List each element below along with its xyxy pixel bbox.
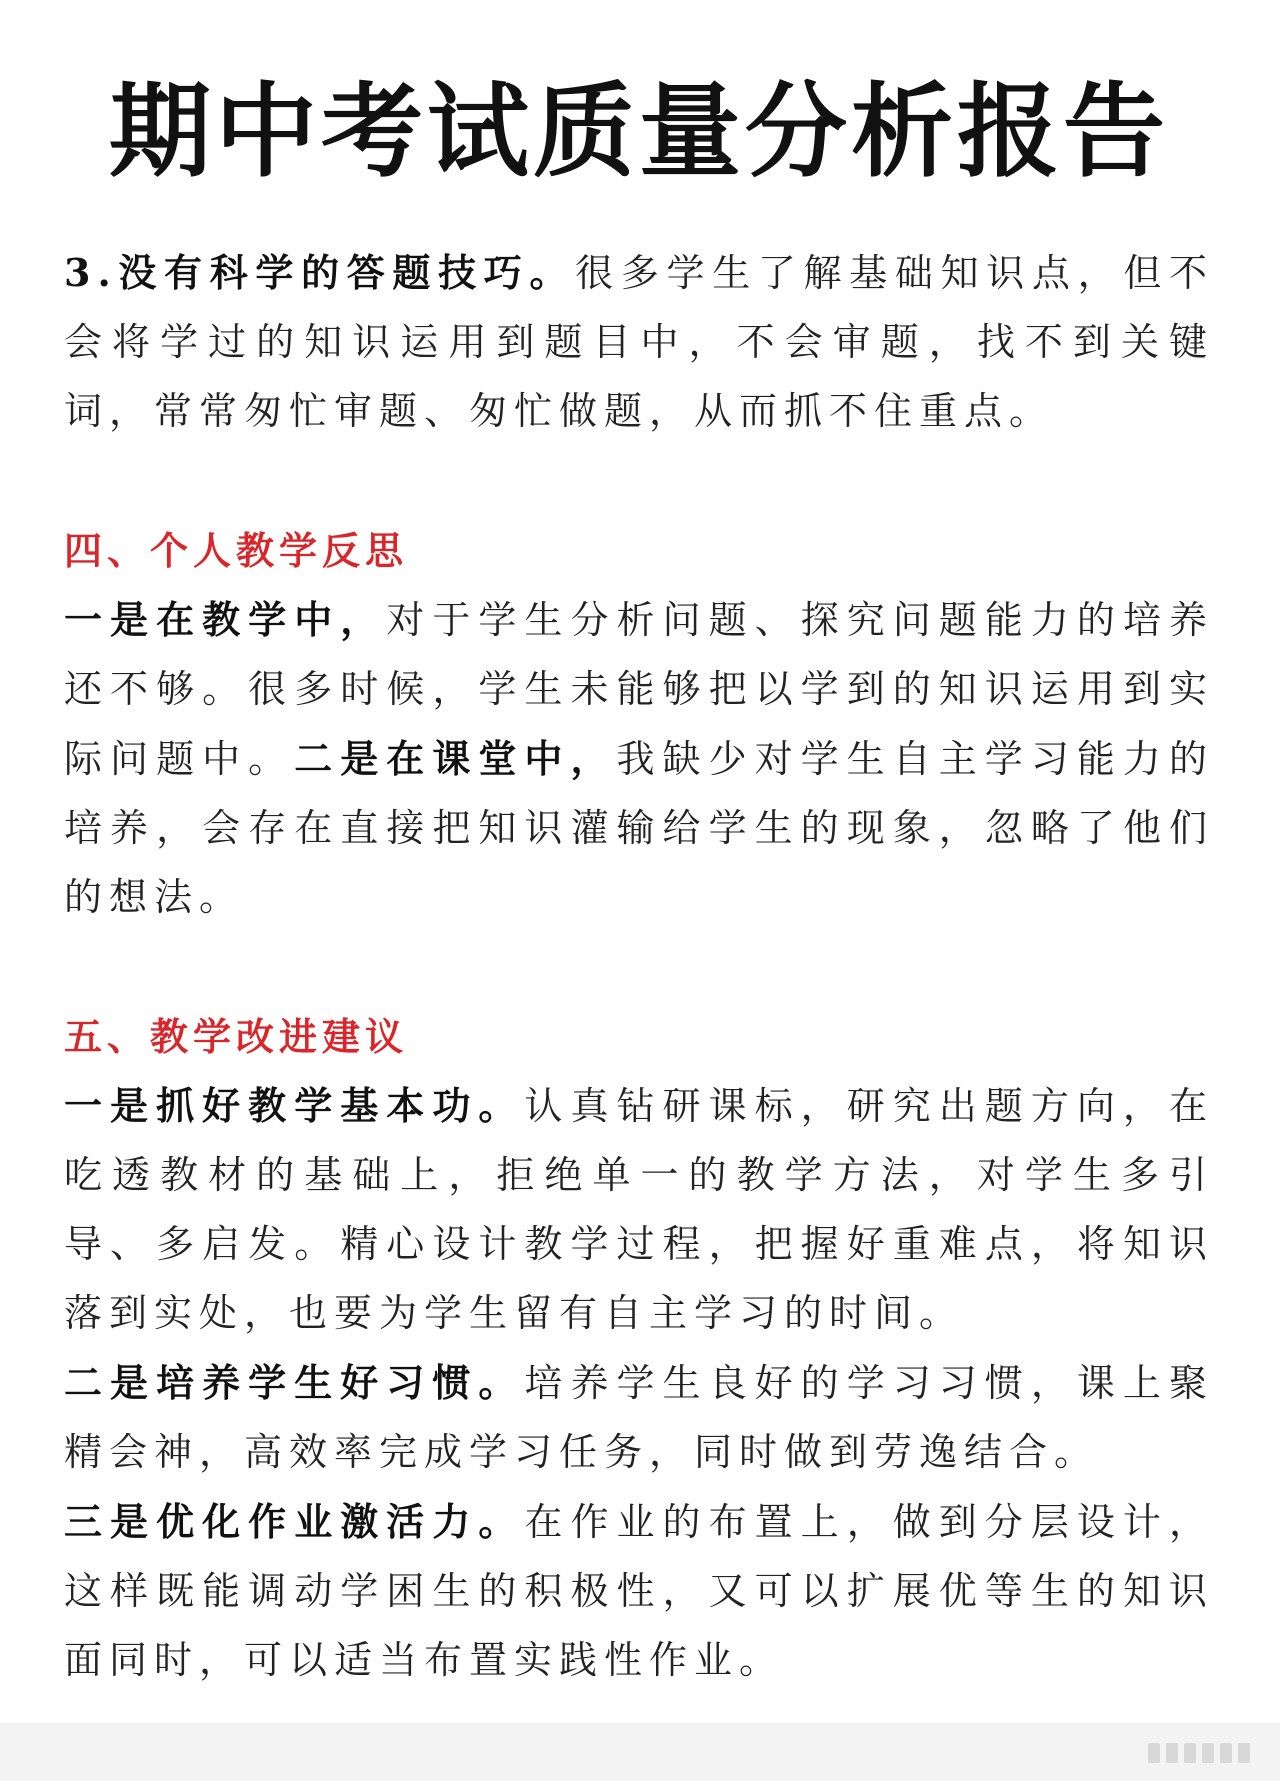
suggestion-item-3: [64, 1487, 1214, 1695]
section5-heading: 五、教学改进建议: [64, 1014, 409, 1059]
suggestion-2-text: 培养学生良好的学习习惯，课上聚精会神，高效率完成学习任务，同时做到劳逸结合。: [64, 1361, 1214, 1474]
section4-lead1: 一是在教学中，: [64, 597, 387, 642]
section4-text1: 对于学生分析问题、探究问题能力的培养还不够。很多时候，学生未能够把以学到的知识运用到实际问题中。: [64, 598, 1214, 781]
section4-text2: 我缺少对学生自主学习能力的培养，会存在直接把知识灌输给学生的现象，忽略了他们的想法。: [64, 737, 1214, 919]
section4-heading: 四、个人教学反思: [64, 528, 409, 573]
suggestion-3-lead: 三是优化作业激活力。: [64, 1499, 525, 1544]
suggestion-item-2: [64, 1348, 1214, 1487]
section4-paragraph: [64, 585, 1214, 932]
section3-lead: 3.没有科学的答题技巧。: [64, 250, 576, 295]
section4-lead2: 二是在课堂中，: [294, 736, 617, 781]
section3-paragraph: [64, 238, 1214, 446]
suggestion-3-text: 在作业的布置上，做到分层设计，这样既能调动学困生的积极性，又可以扩展优等生的知识面同时，可以适当布置实践性作业。: [64, 1500, 1214, 1682]
footer-marks-icon: [1148, 1743, 1250, 1763]
section3-text: 很多学生了解基础知识点，但不会将学过的知识运用到题目中，不会审题，找不到关键词，常常匆忙审题、匆忙做题，从而抓不住重点。: [64, 251, 1214, 433]
page-title: 期中考试质量分析报告: [109, 73, 1169, 192]
footer-bar: [0, 1723, 1280, 1781]
suggestion-1-text: 认真钻研课标，研究出题方向，在吃透教材的基础上，拒绝单一的教学方法，对学生多引导、多启发。精心设计教学过程，把握好重难点，将知识落到实处，也要为学生留有自主学习的时间。: [64, 1084, 1214, 1335]
suggestion-item-1: [64, 1071, 1214, 1348]
suggestion-2-lead: 二是培养学生好习惯。: [64, 1360, 525, 1405]
suggestion-1-lead: 一是抓好教学基本功。: [64, 1083, 525, 1128]
